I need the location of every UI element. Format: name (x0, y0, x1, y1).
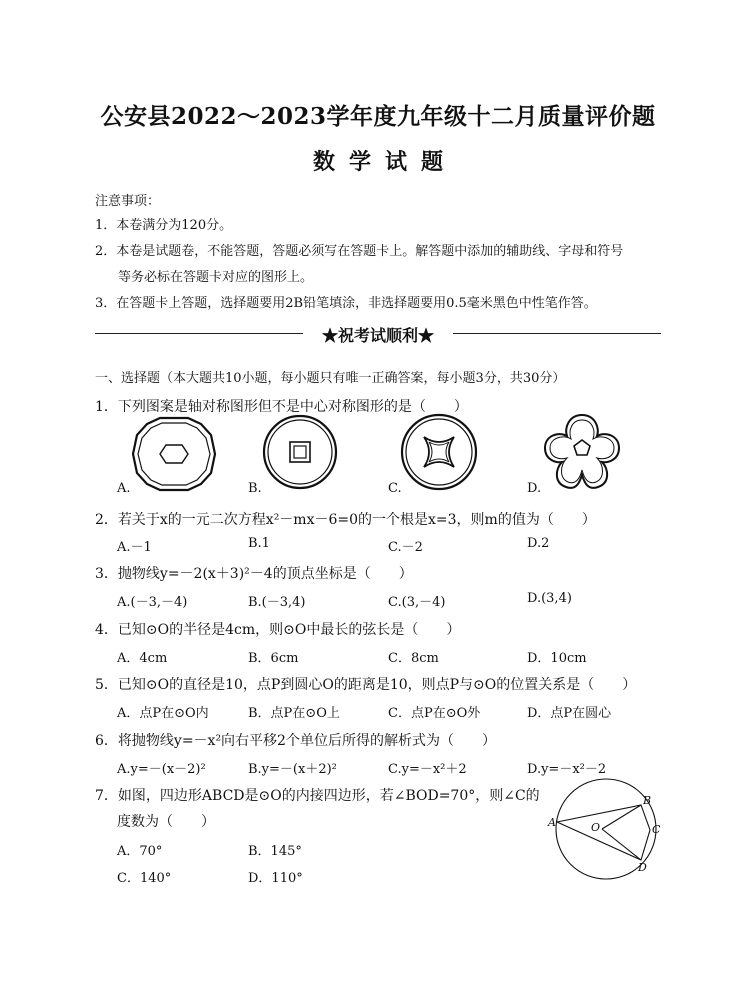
note-item-1: 1．本卷满分为120分。 (95, 218, 233, 233)
figure-label-b: B (643, 794, 652, 807)
question-7-option-a: A．70° (117, 844, 163, 859)
question-7-stem: 7．如图，四边形ABCD是⊙O的内接四边形，若∠BOD=70°，则∠C的 (95, 788, 540, 804)
notes-heading: 注意事项： (95, 194, 161, 209)
question-5-option-b: B．点P在⊙O上 (248, 706, 340, 721)
question-2-stem: 2．若关于x的一元二次方程x²－mx－6=0的一个根是x=3，则m的值为（ ） (95, 512, 596, 528)
question-7-option-c: C．140° (117, 871, 172, 886)
question-6-option-a: A.y=－(x－2)² (117, 762, 206, 777)
question-5-option-d: D．点P在圆心 (527, 706, 612, 721)
divider-text: ★祝考试顺利★ (321, 326, 434, 345)
question-7-option-d: D．110° (248, 871, 303, 886)
question-2-option-c: C.－2 (388, 540, 423, 555)
figure-label-c: C (652, 823, 661, 836)
note-item-3: 3．在答题卡上答题，选择题要用2B铅笔填涂，非选择题要用0.5毫米黑色中性笔作答。 (95, 296, 597, 311)
page-title: 公安县2022～2023学年度九年级十二月质量评价题 (100, 103, 656, 130)
question-5-option-a: A．点P在⊙O内 (117, 706, 209, 721)
question-1-option-c: C. (388, 481, 402, 496)
question-5-option-c: C．点P在⊙O外 (388, 706, 481, 721)
figure-d-flower-icon (542, 412, 622, 490)
figure-c-coin-star-icon (400, 413, 478, 491)
question-3-stem: 3．抛物线y=－2(x＋3)²－4的顶点坐标是（ ） (95, 566, 413, 582)
question-3-option-c: C.(3,－4) (388, 595, 446, 610)
section-title: 一、选择题（本大题共10小题，每小题只有唯一正确答案，每小题3分，共30分） (95, 371, 566, 386)
question-4-option-d: D．10cm (527, 651, 587, 666)
question-7-stem-cont: 度数为（ ） (117, 814, 215, 830)
question-2-option-b: B.1 (248, 536, 270, 551)
question-2-option-a: A.－1 (117, 540, 152, 555)
note-item-2: 2．本卷是试题卷，不能答题，答题必须写在答题卡上。解答题中添加的辅助线、字母和符号 (95, 244, 624, 259)
question-6-option-b: B.y=－(x＋2)² (248, 762, 337, 777)
figure-label-d: D (638, 861, 647, 874)
question-6-stem: 6．将抛物线y=－x²向右平移2个单位后所得的解析式为（ ） (95, 733, 496, 749)
note-item-2-cont: 等务必标在答题卡对应的图形上。 (118, 270, 314, 285)
divider-line-right (453, 333, 661, 334)
question-6-option-c: C.y=－x²＋2 (388, 762, 467, 777)
question-3-option-d: D.(3,4) (527, 591, 572, 606)
question-1-stem: 1．下列图案是轴对称图形但不是中心对称图形的是（ ） (95, 399, 468, 415)
figure-a-dodecagon-icon (131, 416, 217, 492)
question-4-option-c: C．8cm (388, 651, 439, 666)
figure-label-a: A (548, 816, 556, 829)
question-1-option-a: A. (117, 481, 131, 496)
question-1-option-b: B. (248, 481, 262, 496)
figure-b-coin-square-icon (262, 414, 338, 490)
question-7-option-b: B．145° (248, 844, 302, 859)
question-3-option-a: A.(－3,－4) (117, 595, 188, 610)
question-7-circle-figure (540, 775, 670, 885)
question-3-option-b: B.(－3,4) (248, 595, 306, 610)
page-subtitle: 数学试题 (312, 149, 457, 175)
question-1-option-d: D. (527, 481, 542, 496)
question-2-option-d: D.2 (527, 536, 550, 551)
question-5-stem: 5．已知⊙O的直径是10，点P到圆心O的距离是10，则点P与⊙O的位置关系是（ ） (95, 677, 637, 693)
question-4-option-b: B．6cm (248, 651, 299, 666)
question-4-stem: 4．已知⊙O的半径是4cm，则⊙O中最长的弦长是（ ） (95, 622, 461, 638)
figure-label-o: O (591, 821, 601, 834)
question-4-option-a: A．4cm (117, 651, 168, 666)
question-6-option-d: D.y=－x²－2 (527, 762, 607, 777)
